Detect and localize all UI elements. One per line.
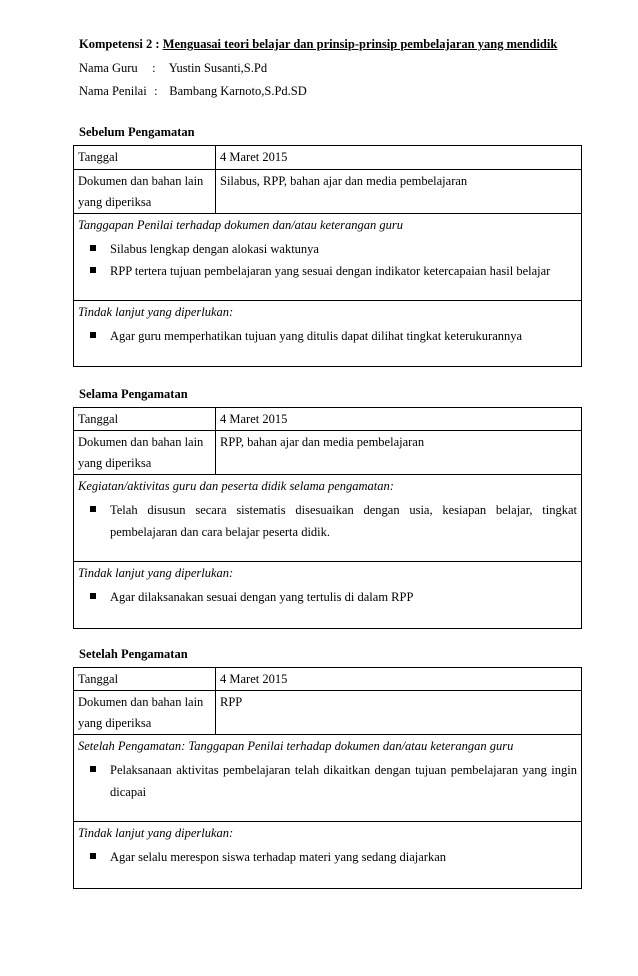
- section-table-after: [73, 667, 582, 889]
- section-title-after: Setelah Pengamatan: [79, 647, 188, 661]
- followup-label: Tindak lanjut yang diperlukan:: [78, 566, 234, 580]
- response-label: Setelah Pengamatan: Tanggapan Penilai terhadap dokumen dan/atau keterangan guru: [78, 739, 514, 753]
- docs-label: Dokumen dan bahan lain yang diperiksa: [74, 170, 216, 214]
- followup-cell: [74, 822, 582, 889]
- date-row: [74, 146, 582, 170]
- docs-value: RPP: [216, 691, 582, 735]
- date-row: [74, 408, 582, 431]
- date-label: Tanggal: [74, 668, 216, 691]
- followup-label: Tindak lanjut yang diperlukan:: [78, 826, 234, 840]
- docs-row: [74, 170, 582, 214]
- teacher-name: Yustin Susanti,S.Pd: [168, 61, 268, 75]
- competency-line: [79, 37, 557, 52]
- teacher-label: Nama Guru: [79, 61, 138, 75]
- section-table-during: [73, 407, 582, 629]
- date-value: 4 Maret 2015: [216, 146, 582, 170]
- response-cell: [74, 475, 582, 562]
- response-label: Tanggapan Penilai terhadap dokumen dan/atau keterangan guru: [78, 218, 403, 232]
- assessor-separator: :: [154, 84, 158, 98]
- docs-row: [74, 431, 582, 475]
- list-item: RPP tertera tujuan pembelajaran yang sesuai dengan indikator ketercapaian hasil belajar: [78, 260, 577, 282]
- followup-list: [78, 325, 577, 347]
- followup-row: [74, 301, 582, 367]
- assessor-label: Nama Penilai: [79, 84, 147, 98]
- response-list: [78, 759, 577, 803]
- response-row: [74, 735, 582, 822]
- competency-title: Menguasai teori belajar dan prinsip-prinsip pembelajaran yang mendidik: [162, 37, 558, 51]
- followup-label: Tindak lanjut yang diperlukan:: [78, 305, 234, 319]
- date-value: 4 Maret 2015: [216, 408, 582, 431]
- response-cell: [74, 214, 582, 301]
- teacher-line: [79, 61, 267, 76]
- teacher-separator: :: [152, 61, 156, 75]
- followup-list: [78, 586, 577, 608]
- followup-row: [74, 822, 582, 889]
- docs-row: [74, 691, 582, 735]
- list-item: Silabus lengkap dengan alokasi waktunya: [78, 238, 577, 260]
- list-item: Telah disusun secara sistematis disesuaikan dengan usia, kesiapan belajar, tingkat pembelajaran dan cara belajar peserta didik.: [78, 499, 577, 543]
- docs-label: Dokumen dan bahan lain yang diperiksa: [74, 431, 216, 475]
- date-label: Tanggal: [74, 408, 216, 431]
- response-row: [74, 214, 582, 301]
- followup-list: [78, 846, 577, 868]
- section-title-before: Sebelum Pengamatan: [79, 125, 195, 139]
- followup-cell: [74, 301, 582, 367]
- assessor-line: [79, 84, 307, 99]
- date-label: Tanggal: [74, 146, 216, 170]
- docs-value: RPP, bahan ajar dan media pembelajaran: [216, 431, 582, 475]
- response-row: [74, 475, 582, 562]
- list-item: Agar guru memperhatikan tujuan yang ditulis dapat dilihat tingkat keterukurannya: [78, 325, 577, 347]
- date-value: 4 Maret 2015: [216, 668, 582, 691]
- followup-cell: [74, 562, 582, 629]
- date-row: [74, 668, 582, 691]
- list-item: Agar dilaksanakan sesuai dengan yang tertulis di dalam RPP: [78, 586, 577, 608]
- response-list: [78, 499, 577, 543]
- section-title-during: Selama Pengamatan: [79, 387, 188, 401]
- list-item: Pelaksanaan aktivitas pembelajaran telah dikaitkan dengan tujuan pembelajaran yang ingin dicapai: [78, 759, 577, 803]
- response-list: [78, 238, 577, 282]
- assessor-name: Bambang Karnoto,S.Pd.SD: [169, 84, 307, 98]
- competency-label: Kompetensi 2 :: [79, 37, 160, 51]
- docs-value: Silabus, RPP, bahan ajar dan media pembelajaran: [216, 170, 582, 214]
- followup-row: [74, 562, 582, 629]
- response-cell: [74, 735, 582, 822]
- docs-label: Dokumen dan bahan lain yang diperiksa: [74, 691, 216, 735]
- section-table-before: [73, 145, 582, 367]
- response-label: Kegiatan/aktivitas guru dan peserta didik selama pengamatan:: [78, 479, 394, 493]
- list-item: Agar selalu merespon siswa terhadap materi yang sedang diajarkan: [78, 846, 577, 868]
